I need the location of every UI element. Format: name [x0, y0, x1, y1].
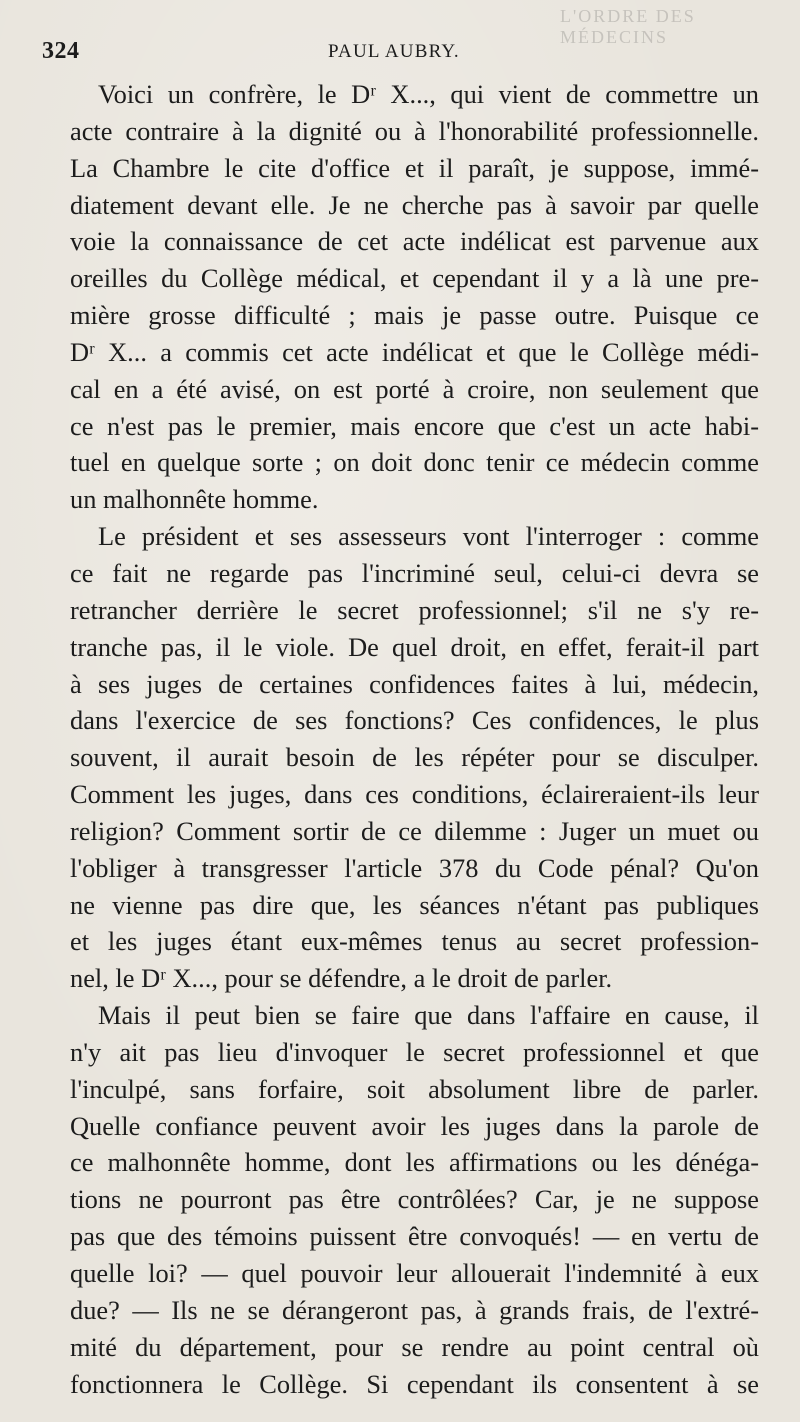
- paragraph: [42, 76, 759, 518]
- text-line: dans l'exercice de ses fonctions? Ces confidences, le plus: [70, 705, 759, 736]
- text-line: tranche pas, il le viole. De quel droit, en effet, ferait-il part: [70, 631, 759, 662]
- text-line: Le président et ses assesseurs vont l'interroger : comme: [98, 521, 759, 552]
- text-line: cal en a été avisé, on est porté à croire, non seulement que: [70, 373, 759, 404]
- bleed-through-text: L'ORDRE DES MÉDECINS: [560, 6, 696, 47]
- text-line: ce fait ne regarde pas l'incriminé seul, celui-ci devra se: [70, 557, 759, 588]
- text-line: mité du département, pour se rendre au point central où: [70, 1331, 759, 1362]
- text-line: tions ne pourront pas être contrôlées? Car, je ne suppose: [70, 1184, 759, 1215]
- text-line: Comment les juges, dans ces conditions, éclaireraient-ils leur: [70, 779, 759, 810]
- text-line: un malhonnête homme.: [70, 484, 319, 515]
- text-line: quelle loi? — quel pouvoir leur allouerait l'indemnité à eux: [70, 1258, 759, 1288]
- text-line: ne vienne pas dire que, les séances n'étant pas publiques: [70, 889, 759, 920]
- text-line: due? — Ils ne se dérangeront pas, à grands frais, de l'extré-: [70, 1294, 759, 1325]
- text-line: pas que des témoins puissent être convoqués! — en vertu de: [70, 1221, 759, 1252]
- text-line: tuel en quelque sorte ; on doit donc tenir ce médecin comme: [70, 447, 759, 478]
- text-line: La Chambre le cite d'office et il paraît, je suppose, immé-: [70, 152, 759, 183]
- text-line: Mais il peut bien se faire que dans l'affaire en cause, il: [98, 1000, 759, 1031]
- text-line: retrancher derrière le secret professionnel; s'il ne s'y re-: [70, 594, 759, 625]
- text-line: religion? Comment sortir de ce dilemme : Juger un muet ou: [70, 815, 759, 846]
- text-line: nel, le Dʳ X..., pour se défendre, a le droit de parler.: [70, 963, 613, 994]
- text-line: l'inculpé, sans forfaire, soit absolument libre de parler.: [70, 1073, 759, 1104]
- text-line: diatement devant elle. Je ne cherche pas à savoir par quelle: [70, 189, 759, 220]
- text-line: l'obliger à transgresser l'article 378 du Code pénal? Qu'on: [70, 852, 759, 883]
- text-line: à ses juges de certaines confidences faites à lui, médecin,: [70, 668, 759, 699]
- text-line: voie la connaissance de cet acte indélicat est parvenue aux: [70, 226, 759, 257]
- text-line: oreilles du Collège médical, et cependant il y a là une pre-: [70, 263, 759, 294]
- text-line: ce malhonnête homme, dont les affirmations ou les dénéga-: [70, 1147, 759, 1178]
- body-text: [42, 76, 759, 1402]
- text-line: souvent, il aurait besoin de les répéter pour se disculper.: [70, 742, 759, 773]
- running-head: PAUL AUBRY.: [328, 41, 460, 62]
- paragraph: [42, 518, 759, 997]
- text-line: fonctionnera le Collège. Si cependant ils consentent à se: [70, 1368, 759, 1399]
- paragraph: [42, 997, 759, 1402]
- text-line: Quelle confiance peuvent avoir les juges dans la parole de: [70, 1110, 759, 1141]
- page-header: [42, 38, 757, 68]
- text-line: Dʳ X... a commis cet acte indélicat et que le Collège médi-: [70, 336, 759, 367]
- text-line: acte contraire à la dignité ou à l'honorabilité professionnelle.: [70, 115, 759, 146]
- text-line: n'y ait pas lieu d'invoquer le secret professionnel et que: [70, 1036, 759, 1067]
- text-line: ce n'est pas le premier, mais encore que c'est un acte habi-: [70, 410, 759, 441]
- text-line: et les juges étant eux-mêmes tenus au secret profession-: [70, 926, 759, 957]
- text-line: Voici un confrère, le Dʳ X..., qui vient de commettre un: [98, 79, 759, 109]
- text-line: mière grosse difficulté ; mais je passe outre. Puisque ce: [70, 300, 759, 331]
- page-number: 324: [42, 38, 80, 64]
